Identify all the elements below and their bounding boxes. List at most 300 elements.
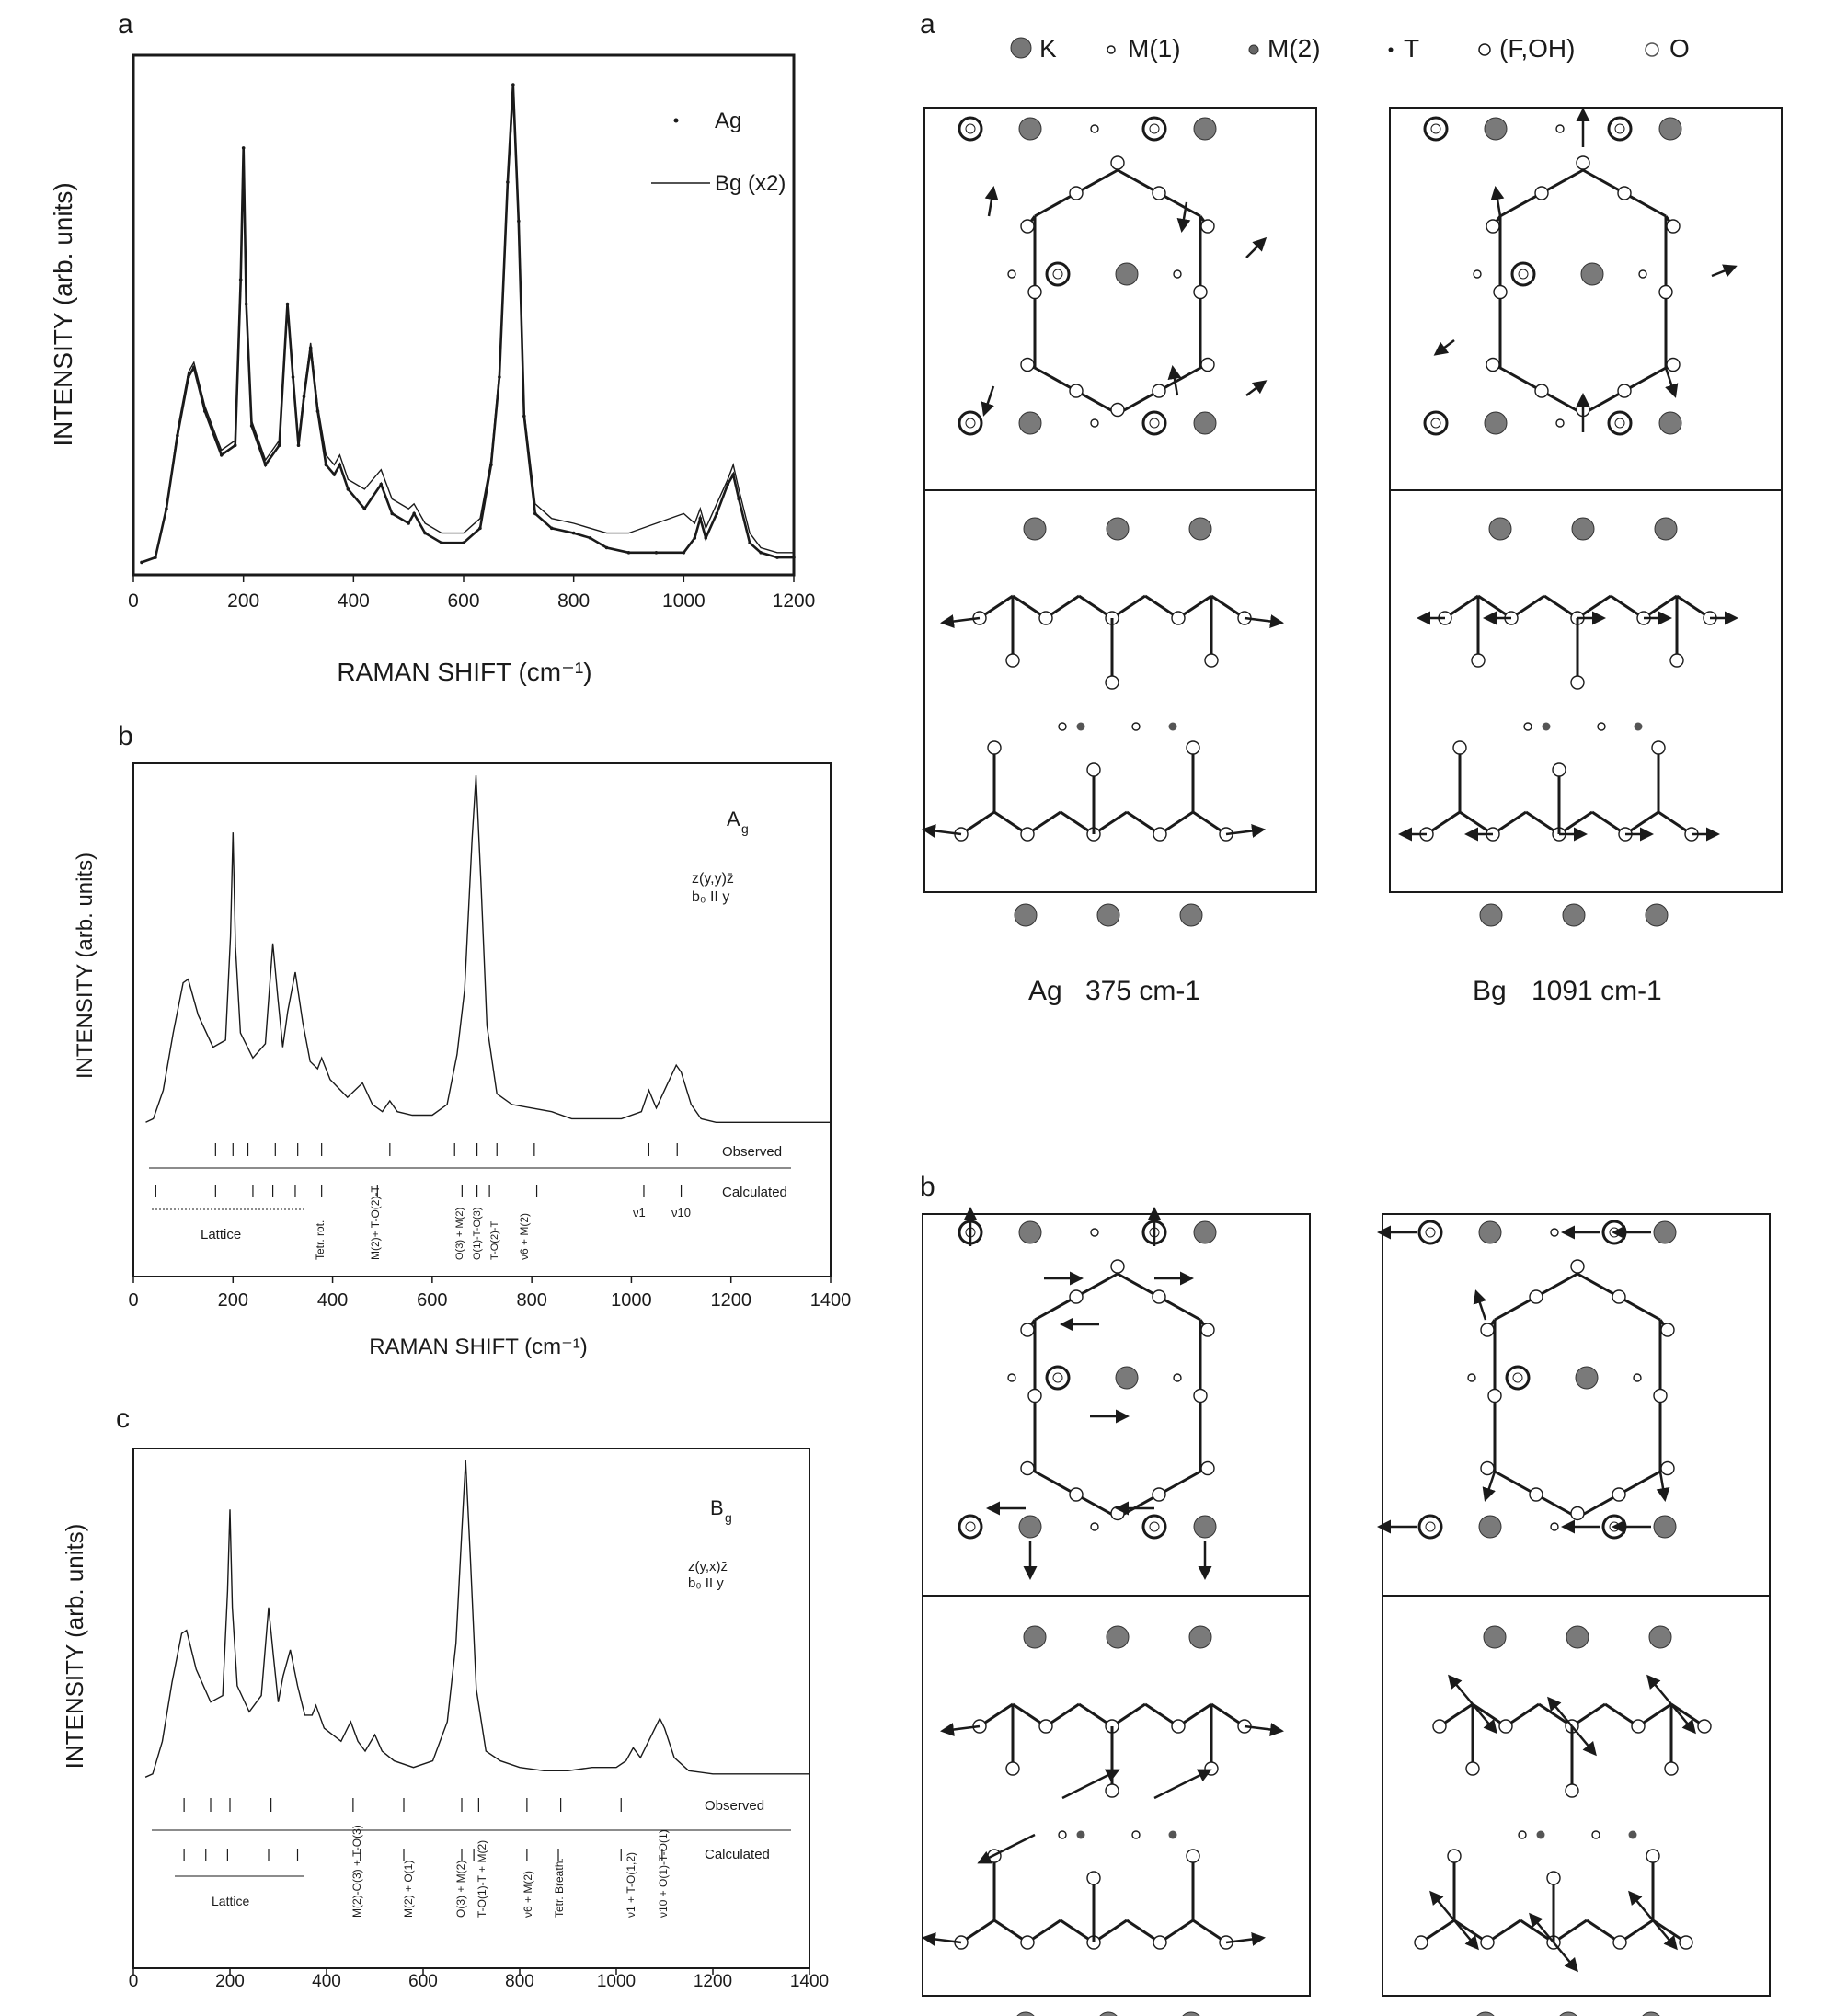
k-atom (1189, 518, 1211, 540)
x-tick-label: 1400 (809, 1290, 852, 1311)
ag-point (715, 512, 718, 516)
mode-bg-label: Bg (1473, 976, 1507, 1006)
legend-foh-symbol (1479, 44, 1490, 55)
o-atom (1665, 1762, 1678, 1775)
o-atom (1670, 654, 1683, 667)
ag-point (462, 541, 465, 544)
o-atom (1111, 156, 1124, 169)
ag-point (286, 303, 290, 306)
panel-b-assign-lattice: Lattice (201, 1227, 242, 1243)
o-atom (1021, 359, 1034, 372)
m2-atom (1629, 1831, 1637, 1839)
o-atom (1466, 1762, 1479, 1775)
legend-k-label: K (1039, 34, 1057, 63)
o-atom (1201, 1323, 1214, 1336)
o-atom (1028, 286, 1041, 299)
o-atom (1153, 828, 1166, 841)
atom-legend (1011, 34, 1690, 63)
ag-point (605, 546, 609, 550)
legend-t-symbol (1389, 48, 1394, 52)
panel-b-orientation: b₀ II y (692, 889, 730, 905)
o-atom (1433, 1720, 1446, 1733)
o-atom (1632, 1720, 1645, 1733)
x-tick-label: 200 (227, 590, 260, 612)
o-atom (1481, 1936, 1494, 1949)
panel-b-symmetry-sub: g (741, 821, 749, 836)
o-atom (1472, 654, 1485, 667)
ag-point (627, 551, 631, 555)
panel-c-observed-label: Observed (705, 1798, 765, 1814)
panel-a-letter: a (118, 9, 133, 40)
legend-m2-label: M(2) (1268, 34, 1321, 63)
o-atom (1106, 1784, 1119, 1797)
o-atom (1070, 1488, 1083, 1501)
o-atom (1201, 1462, 1214, 1475)
foh-atom-core (1053, 1373, 1062, 1382)
ag-point (297, 443, 301, 447)
k-atom (1640, 2012, 1662, 2016)
foh-atom-core (1431, 124, 1440, 133)
o-atom (1172, 612, 1185, 624)
panel-b-calculated-marks (155, 1185, 681, 1197)
k-atom (1479, 1221, 1501, 1243)
ag-point (683, 551, 686, 555)
o-atom (1661, 1462, 1674, 1475)
k-atom (1485, 118, 1507, 140)
o-atom (1153, 1488, 1165, 1501)
ag-point (440, 541, 443, 544)
structure-figure (920, 9, 1782, 2016)
displacement-arrow (1476, 1292, 1486, 1320)
o-atom (1153, 1936, 1166, 1949)
x-tick-label: 1200 (693, 1972, 733, 1991)
ag-point (737, 498, 740, 501)
o-atom (1652, 741, 1665, 754)
ag-point (698, 517, 702, 521)
panel-b-assign-o3: O(3) + M(2) (454, 1207, 465, 1260)
panel-b-assign-tetr-rot: Tetr. rot. (314, 1220, 327, 1260)
panel-c-assign-m2o1: M(2) + O(1) (402, 1860, 415, 1918)
ag-point (412, 512, 416, 516)
o-atom (1021, 828, 1034, 841)
displacement-arrow (1572, 1726, 1595, 1754)
k-atom (1572, 518, 1594, 540)
m2-atom (1635, 723, 1643, 731)
panel-c-assign-v6: ν6 + M(2) (522, 1870, 534, 1918)
o-atom (1021, 1462, 1034, 1475)
x-tick-label: 400 (316, 1290, 349, 1311)
foh-atom-core (966, 124, 975, 133)
o-atom (1646, 1850, 1659, 1862)
o-atom (1535, 384, 1548, 397)
m1-atom (1091, 419, 1098, 427)
panel-c-symmetry: B (710, 1496, 724, 1519)
o-atom (1201, 359, 1214, 372)
k-atom (1024, 518, 1046, 540)
k-atom (1479, 1516, 1501, 1538)
displacement-arrow (1246, 239, 1265, 258)
o-atom (1571, 1507, 1584, 1520)
legend-m1-label: M(1) (1128, 34, 1181, 63)
foh-atom-core (966, 1522, 975, 1531)
m2-atom (1077, 1831, 1085, 1839)
foh-atom-core (1615, 418, 1624, 428)
m1-atom (1059, 723, 1066, 730)
legend-o-label: O (1669, 34, 1690, 63)
o-atom (1106, 676, 1119, 689)
ag-point (511, 83, 515, 86)
k-atom (1116, 263, 1138, 285)
k-atom (1563, 904, 1585, 926)
k-atom (1649, 1626, 1671, 1648)
k-atom (1097, 2012, 1119, 2016)
o-atom (1070, 1290, 1083, 1303)
o-atom (1453, 741, 1466, 754)
panel-a-legend (651, 109, 786, 196)
displacement-arrow (1486, 1472, 1495, 1499)
k-atom (1107, 1626, 1129, 1648)
panel-c-spectrum (61, 1403, 829, 1991)
panel-c-assign-lattice: Lattice (212, 1894, 250, 1908)
panel-a-xlabel: RAMAN SHIFT (cm⁻¹) (337, 658, 592, 686)
m1-atom (1132, 1831, 1140, 1838)
structure-panel-b-letter: b (920, 1172, 935, 1202)
x-tick-label: 1000 (596, 1972, 637, 1991)
panel-c-assign-to1t: T-O(1)-T + M(2) (476, 1839, 488, 1918)
foh-atom-core (1519, 269, 1528, 279)
o-atom (1667, 359, 1680, 372)
m1-atom (1634, 1374, 1641, 1381)
o-atom (1448, 1850, 1461, 1862)
mode-ag-label: Ag (1028, 976, 1062, 1006)
o-atom (988, 741, 1001, 754)
o-atom (1530, 1488, 1543, 1501)
x-tick-label: 600 (408, 1972, 438, 1991)
panel-a-frame (133, 55, 794, 575)
o-atom (1021, 1936, 1034, 1949)
foh-atom-core (1426, 1228, 1435, 1237)
o-atom (1486, 220, 1499, 233)
panel-a-spectrum (49, 9, 815, 686)
o-atom (1153, 384, 1165, 397)
panel-c-x-ticks (129, 1968, 829, 1991)
displacement-arrow (984, 386, 993, 414)
panel-c-assign-o3m2: O(3) + M(2) (454, 1860, 467, 1918)
m2-atom (1169, 723, 1177, 731)
legend-o-symbol (1646, 43, 1658, 56)
crystal-structure-drawings (924, 110, 1736, 2016)
m1-atom (1639, 270, 1646, 278)
panel-b-xlabel: RAMAN SHIFT (cm⁻¹) (369, 1334, 588, 1359)
m1-atom (1556, 419, 1564, 427)
k-atom (1581, 263, 1603, 285)
o-atom (1577, 156, 1589, 169)
o-atom (1006, 654, 1019, 667)
ag-point (242, 146, 246, 150)
o-atom (1415, 1936, 1428, 1949)
o-atom (1006, 1762, 1019, 1775)
o-atom (1659, 286, 1672, 299)
displacement-arrow (1554, 1942, 1577, 1970)
foh-atom-core (1150, 124, 1159, 133)
x-tick-label: 1200 (772, 590, 816, 612)
o-atom (1111, 404, 1124, 417)
k-atom (1484, 1626, 1506, 1648)
structure-box-b-left (923, 1214, 1310, 1996)
panel-c-orientation: b₀ II y (688, 1575, 724, 1591)
panel-c-letter: c (116, 1403, 130, 1434)
x-tick-label: 400 (337, 590, 370, 612)
ag-point (333, 473, 337, 476)
x-tick-label: 600 (447, 590, 480, 612)
k-atom (1557, 2012, 1579, 2016)
panel-c-geometry: z(y,x)z̄ (688, 1559, 728, 1575)
o-atom (1153, 187, 1165, 200)
panel-b-observed-label: Observed (722, 1144, 783, 1160)
panel-b-observed-marks (215, 1143, 677, 1156)
legend-m1-symbol (1107, 46, 1115, 53)
o-atom (1087, 763, 1100, 776)
m1-atom (1132, 723, 1140, 730)
panel-c-ylabel: INTENSITY (arb. units) (61, 1523, 88, 1770)
o-atom (1187, 1850, 1199, 1862)
m1-atom (1008, 270, 1015, 278)
panel-b-assign-to2t: T-O(2)-T (489, 1220, 500, 1260)
ag-point (220, 453, 224, 457)
mode-bg-frequency: 1091 cm-1 (1532, 976, 1662, 1006)
k-atom (1474, 2012, 1497, 2016)
m1-atom (1598, 723, 1605, 730)
foh-atom-core (1615, 124, 1624, 133)
o-atom (1070, 187, 1083, 200)
panel-c-observed-marks (184, 1798, 621, 1812)
ag-point (655, 551, 659, 555)
o-atom (1654, 1390, 1667, 1403)
k-atom (1489, 518, 1511, 540)
ag-point (748, 541, 751, 544)
k-atom (1194, 412, 1216, 434)
k-atom (1107, 518, 1129, 540)
o-atom (1661, 1323, 1674, 1336)
panel-a-curves (140, 83, 796, 564)
o-atom (1194, 1390, 1207, 1403)
o-atom (1571, 676, 1584, 689)
ag-point (379, 483, 383, 487)
foh-atom-core (1150, 1522, 1159, 1531)
panel-a-ylabel: INTENSITY (arb. units) (49, 182, 77, 447)
ag-point (731, 473, 735, 476)
k-atom (1019, 412, 1041, 434)
ag-point (278, 443, 281, 447)
o-atom (1486, 359, 1499, 372)
m1-atom (1551, 1523, 1558, 1530)
ag-point (390, 512, 394, 516)
legend-t-label: T (1404, 34, 1420, 63)
k-atom (1654, 1221, 1676, 1243)
ag-point (423, 532, 427, 535)
k-atom (1019, 1221, 1041, 1243)
o-atom (1499, 1720, 1512, 1733)
x-tick-label: 400 (312, 1972, 341, 1991)
k-atom (1485, 412, 1507, 434)
o-atom (1087, 1872, 1100, 1884)
displacement-arrow (1431, 1893, 1454, 1920)
x-tick-label: 800 (505, 1972, 534, 1991)
o-atom (1547, 1872, 1560, 1884)
k-atom (1194, 1221, 1216, 1243)
legend-k-symbol (1011, 38, 1031, 58)
o-atom (1187, 741, 1199, 754)
panel-c-frame (133, 1449, 809, 1968)
x-tick-label: 800 (516, 1290, 547, 1311)
o-atom (1070, 384, 1083, 397)
m1-atom (1524, 723, 1532, 730)
displacement-arrow (1450, 1677, 1473, 1704)
displacement-arrow (1496, 189, 1500, 216)
o-atom (1205, 654, 1218, 667)
k-atom (1480, 904, 1502, 926)
legend-m2-symbol (1249, 45, 1258, 54)
m1-atom (1474, 270, 1481, 278)
ag-point (347, 487, 350, 491)
k-atom (1180, 904, 1202, 926)
ag-point (478, 527, 482, 531)
o-atom (1205, 1762, 1218, 1775)
m1-atom (1468, 1374, 1475, 1381)
o-atom (1039, 1720, 1052, 1733)
ag-point (694, 536, 697, 540)
displacement-arrow (1660, 1472, 1665, 1499)
foh-atom-core (1150, 418, 1159, 428)
o-atom (1028, 1390, 1041, 1403)
ag-point (589, 536, 592, 540)
displacement-arrow (1666, 368, 1675, 395)
panel-c-assign-v1: ν1 + T-O(1,2) (625, 1851, 637, 1918)
k-atom (1015, 2012, 1037, 2016)
m1-atom (1556, 125, 1564, 132)
ag-point (338, 464, 342, 467)
k-atom (1659, 412, 1681, 434)
o-atom (1172, 1720, 1185, 1733)
ag-point (550, 527, 554, 531)
structure-box-bg (1390, 108, 1782, 892)
ag-point (234, 443, 237, 447)
m1-atom (1551, 1229, 1558, 1236)
x-tick-label: 800 (557, 590, 591, 612)
panel-c-calculated-label: Calculated (705, 1847, 770, 1862)
o-atom (1494, 286, 1507, 299)
o-atom (1618, 187, 1631, 200)
foh-atom-core (1426, 1522, 1435, 1531)
m1-atom (1174, 1374, 1181, 1381)
ag-point (533, 512, 537, 516)
o-atom (1201, 220, 1214, 233)
o-atom (1553, 763, 1566, 776)
o-atom (1481, 1462, 1494, 1475)
k-atom (1194, 118, 1216, 140)
o-atom (1488, 1390, 1501, 1403)
k-atom (1566, 1626, 1589, 1648)
o-atom (1612, 1488, 1625, 1501)
ag-point (704, 536, 707, 540)
x-tick-label: 0 (128, 590, 139, 612)
foh-atom-core (1053, 269, 1062, 279)
foh-atom-core (966, 418, 975, 428)
panel-b-letter: b (118, 721, 133, 751)
m1-atom (1091, 1229, 1098, 1236)
m1-atom (1008, 1374, 1015, 1381)
m1-atom (1091, 125, 1098, 132)
ag-point (363, 507, 367, 510)
legend-bg-label: Bg (x2) (715, 171, 786, 196)
foh-atom-core (1513, 1373, 1522, 1382)
k-atom (1194, 1516, 1216, 1538)
panel-c-calculated-marks (184, 1849, 662, 1861)
panel-b-geometry: z(y,y)z̄ (692, 871, 734, 887)
panel-b-ylabel: INTENSITY (arb. units) (73, 852, 98, 1080)
ag-point (264, 464, 268, 467)
k-atom (1097, 904, 1119, 926)
o-atom (1481, 1323, 1494, 1336)
structure-box-b-right (1382, 1214, 1770, 1996)
legend-foh-label: (F,OH) (1499, 34, 1576, 63)
x-tick-label: 1000 (661, 590, 706, 612)
o-atom (1111, 1260, 1124, 1273)
k-atom (1189, 1626, 1211, 1648)
legend-ag-label: Ag (715, 109, 742, 133)
k-atom (1019, 1516, 1041, 1538)
ag-point (775, 556, 779, 559)
panel-b-assign-o1: O(1)-T-O(3) (472, 1207, 483, 1260)
k-atom (1024, 1626, 1046, 1648)
panel-c-symmetry-sub: g (725, 1510, 732, 1525)
m2-atom (1537, 1831, 1545, 1839)
o-atom (1153, 1290, 1165, 1303)
ag-point (792, 556, 796, 559)
m2-atom (1169, 1831, 1177, 1839)
mode-ag-frequency: 375 cm-1 (1085, 976, 1201, 1006)
panel-b-assign-v10: ν10 (671, 1206, 691, 1220)
k-atom (1015, 904, 1037, 926)
o-atom (1530, 1290, 1543, 1303)
legend-ag-marker (674, 119, 679, 123)
ag-point (407, 521, 410, 525)
o-atom (1698, 1720, 1711, 1733)
panel-b-assign-m2: M(2)+ T-O(2)-T (369, 1186, 382, 1260)
o-atom (1612, 1290, 1625, 1303)
x-tick-label: 0 (128, 1290, 139, 1311)
panel-b-symmetry: A (727, 808, 740, 830)
m2-atom (1543, 723, 1551, 731)
k-atom (1655, 518, 1677, 540)
displacement-arrow (1630, 1893, 1653, 1920)
k-atom (1659, 118, 1681, 140)
displacement-arrow (1154, 1770, 1210, 1798)
x-tick-label: 1000 (611, 1290, 652, 1311)
panel-b-calculated-label: Calculated (722, 1185, 787, 1200)
panel-b-assign-v6: ν6 + M(2) (518, 1212, 531, 1260)
k-atom (1180, 2012, 1202, 2016)
ag-point (572, 532, 576, 535)
panel-c-assign-v10: ν10 + O(1)-T-O(1) (657, 1829, 670, 1918)
m1-atom (1091, 1523, 1098, 1530)
x-tick-label: 0 (128, 1972, 139, 1991)
k-atom (1646, 904, 1668, 926)
o-atom (1021, 1323, 1034, 1336)
o-atom (1667, 220, 1680, 233)
displacement-arrow (989, 189, 993, 216)
m1-atom (1592, 1831, 1600, 1838)
